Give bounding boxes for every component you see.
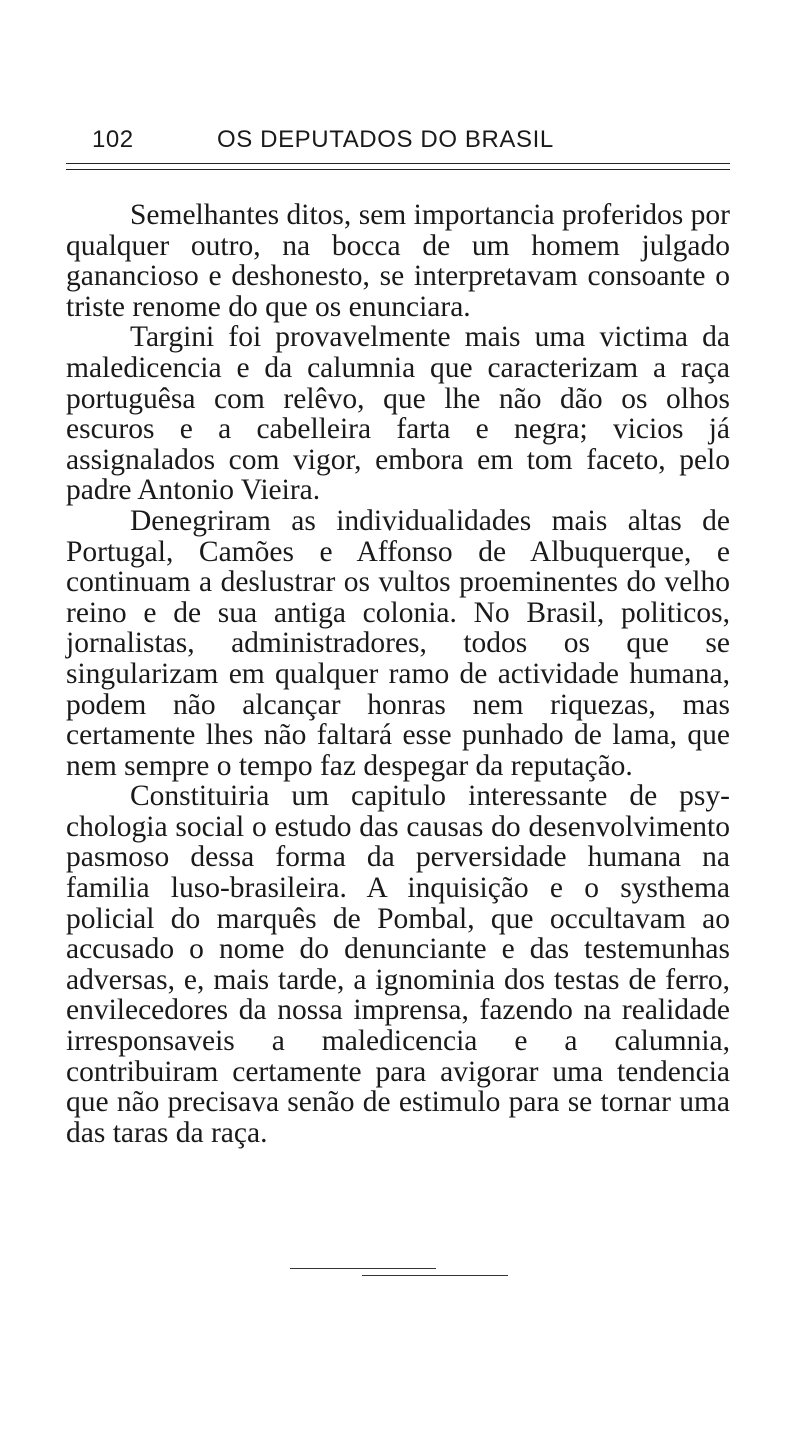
- running-title: OS DEPUTADOS DO BRASIL: [217, 126, 554, 153]
- end-ornament-rule-left: [290, 1268, 436, 1269]
- paragraph-1: Semelhantes ditos, sem importancia proferidos por qualquer outro, na bocca de um homem julgado ganancioso e deshonesto, se interpretavam consoante o triste renome do que os enunciara.: [66, 199, 730, 323]
- body-text: [66, 200, 730, 1148]
- page-number: 102: [92, 126, 134, 153]
- paragraph-2: Targini foi provavelmente mais uma victima da maledicencia e da calumnia que caracterizam a raça portuguêsa com relêvo, que lhe não dão os olhos escuros e a cabelleira farta e negra; vicios já assignalados com vigor, embora em tom faceto, pelo padre Antonio Vieira.: [66, 321, 730, 507]
- end-ornament-rule-right: [362, 1275, 508, 1276]
- running-header: [92, 126, 732, 160]
- paragraph-3: Denegriram as individualidades mais altas de Portugal, Camões e Affonso de Albuquerque, e continuam a deslustrar os vultos proeminentes do velho reino e de sua antiga colonia. No Brasil, politicos, jornalistas, administradores, todos os que se singularizam em qualquer ramo de actividade humana, podem não alcançar honras nem riquezas, mas certamente lhes não faltará esse punhado de lama, que nem sempre o tempo faz despegar da reputação.: [66, 504, 730, 782]
- paragraph-4: Constituiria um capitulo interessante de psychologia social o estudo das causas do desenvolvimento pasmoso dessa forma da perversidade humana na familia luso-brasileira. A inquisição e o systhema policial do marquês de Pombal, que occultavam ao accusado o nome do denunciante e das testemunhas adversas, e, mais tarde, a ignominia dos testas de ferro, envilecedores da nossa imprensa, fazendo na realidade irresponsaveis a maledicencia e a calumnia, contribuiram certamente para avigorar uma tendencia que não precisava senão de estimulo para se tornar uma das taras da raça.: [66, 780, 730, 1149]
- header-rule-top: [66, 163, 730, 164]
- header-rule-bottom: [66, 169, 730, 170]
